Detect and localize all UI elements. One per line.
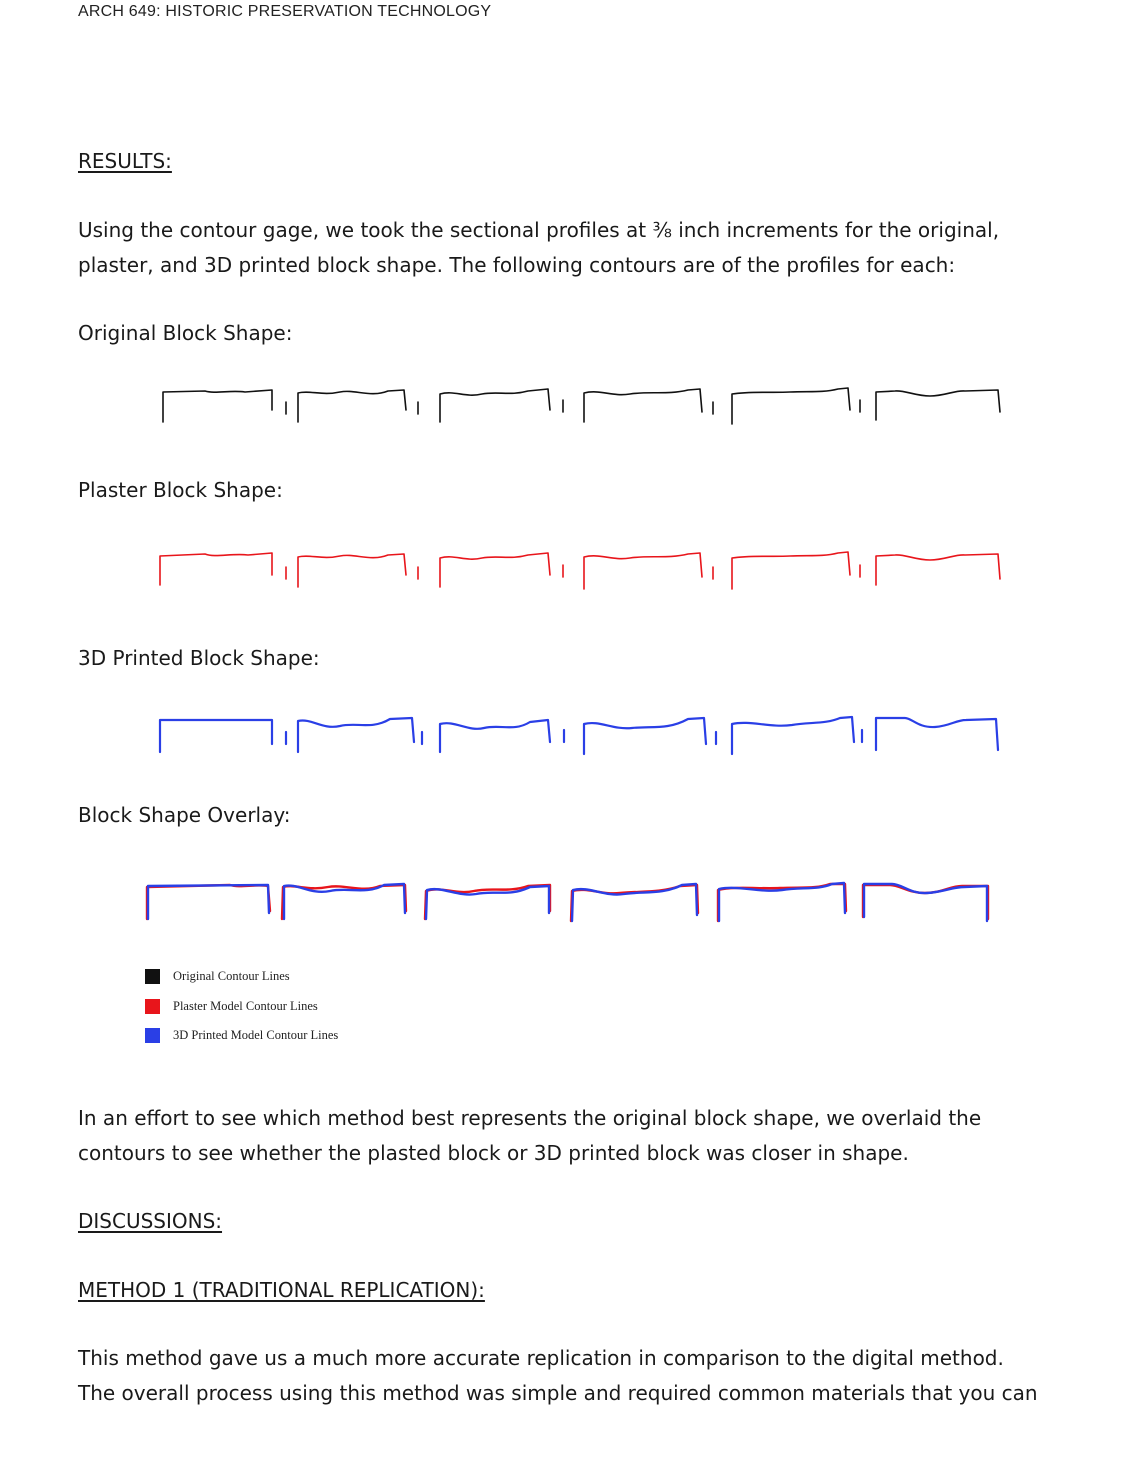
page-header: ARCH 649: HISTORIC PRESERVATION TECHNOLOGY [78, 3, 492, 20]
intro-line-2: plaster, and 3D printed block shape. The following contours are of the profiles for each: [78, 253, 956, 277]
legend-swatch-printed [145, 1028, 160, 1043]
legend-item-original [145, 962, 338, 992]
original-profile-2 [298, 390, 406, 422]
plaster-contour-profiles [0, 545, 1130, 605]
intro-line-1: Using the contour gage, we took the sectional profiles at ⅜ inch increments for the original, [78, 218, 1000, 242]
label-3d-printed-block-shape: 3D Printed Block Shape: [78, 646, 320, 670]
plaster-profile-3 [440, 553, 550, 587]
legend-label-original: Original Contour Lines [173, 969, 290, 984]
original-profile-4 [584, 389, 702, 422]
printed-profile-2 [298, 718, 414, 752]
plaster-profile-5 [732, 552, 850, 589]
original-profile-3 [440, 389, 550, 422]
printed-profile-4 [584, 718, 706, 754]
plaster-profile-2 [298, 554, 406, 587]
printed-profile-5 [732, 717, 854, 754]
overlay-printed-profile-4 [572, 884, 697, 921]
legend-label-plaster: Plaster Model Contour Lines [173, 998, 318, 1013]
label-block-shape-overlay: Block Shape Overlay: [78, 803, 291, 827]
overlay-printed-profile-6 [864, 884, 987, 921]
plaster-profile-6 [876, 554, 1000, 585]
label-original-block-shape: Original Block Shape: [78, 321, 293, 345]
legend-swatch-original [145, 969, 160, 984]
legend-swatch-plaster [145, 999, 160, 1014]
printed-contour-profiles [0, 710, 1130, 770]
overlay-printed-layer [148, 883, 987, 921]
legend-item-plaster [145, 992, 338, 1022]
overlay-plaster-profile-6 [863, 885, 988, 919]
original-profile-5 [732, 388, 850, 424]
overlay-printed-profile-2 [284, 884, 405, 919]
legend-item-printed [145, 1021, 338, 1051]
plaster-profile-4 [584, 553, 702, 589]
overlay-plaster-profile-1 [147, 885, 270, 919]
method1-line-1: This method gave us a much more accurate replication in comparison to the digital method. [78, 1346, 1004, 1370]
results-heading: RESULTS: [78, 149, 172, 173]
label-plaster-block-shape: Plaster Block Shape: [78, 478, 283, 502]
overlay-printed-profile-3 [426, 886, 549, 919]
original-profile-6 [876, 390, 1000, 420]
original-contour-profiles [0, 382, 1130, 442]
method1-heading: METHOD 1 (TRADITIONAL REPLICATION): [78, 1278, 485, 1302]
printed-profile-3 [440, 720, 550, 752]
printed-profile-6 [876, 718, 998, 750]
plaster-profile-1 [160, 553, 272, 585]
overlay-contour-profiles [0, 875, 1130, 935]
legend-label-printed: 3D Printed Model Contour Lines [173, 1028, 339, 1043]
overlay-printed-profile-1 [148, 885, 269, 919]
method1-line-2: The overall process using this method was simple and required common materials that you can [78, 1381, 1038, 1405]
overlay-line-2: contours to see whether the plasted block or 3D printed block was closer in shape. [78, 1141, 909, 1165]
printed-profile-1 [160, 720, 272, 752]
discussions-heading: DISCUSSIONS: [78, 1209, 223, 1233]
overlay-plaster-layer [147, 884, 988, 921]
overlay-line-1: In an effort to see which method best represents the original block shape, we overlaid the [78, 1106, 982, 1130]
contour-legend [145, 962, 338, 1051]
original-profile-1 [163, 390, 272, 422]
